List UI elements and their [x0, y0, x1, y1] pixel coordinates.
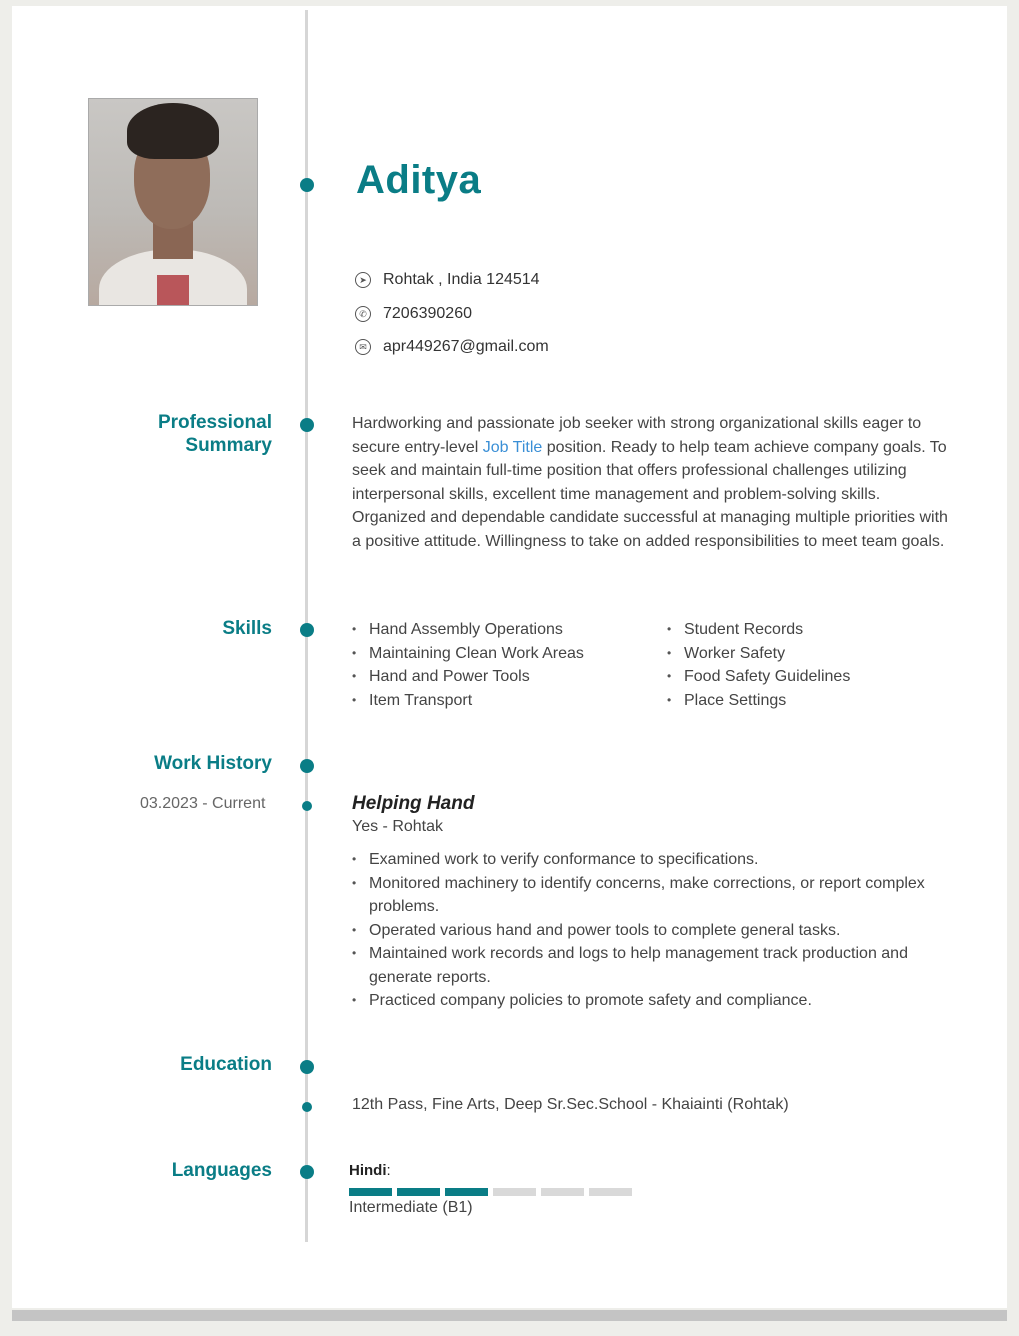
contact-email [355, 338, 549, 356]
job-date: 03.2023 - Current [140, 795, 266, 812]
phone-text: 7206390260 [383, 305, 472, 322]
job-company: Yes - Rohtak [352, 818, 444, 835]
skill-item: • Food Safety Guidelines [667, 665, 850, 689]
proficiency-segment [349, 1188, 392, 1196]
language-proficiency-bar [349, 1188, 632, 1196]
summary-paragraph: Hardworking and passionate job seeker with strong organizational skills eager to secure entry-level Job Title position. Ready to help team achieve company goals. To seek and maintain full-time position that offers professional challenges utilizing interpersonal skills, excellent time management and problem-solving skills. Organized and dependable candidate successful at managing multiple priorities with a positive attitude. Willingness to take on added responsibilities to meet team goals. [352, 415, 948, 550]
timeline-dot-job [302, 801, 312, 811]
timeline-dot-name [300, 178, 314, 192]
proficiency-segment [541, 1188, 584, 1196]
candidate-name: Aditya [356, 158, 482, 202]
section-heading-skills: Skills [222, 618, 272, 639]
timeline-dot-summary [300, 418, 314, 432]
job-title-link[interactable]: Job Title [482, 438, 543, 456]
timeline-dot-edu-item [302, 1102, 312, 1112]
duty-item: • Practiced company policies to promote safety and compliance. [352, 989, 952, 1013]
duty-item: • Monitored machinery to identify concerns, make corrections, or report complex problems. [352, 872, 952, 919]
skill-item: • Maintaining Clean Work Areas [352, 642, 584, 666]
job-title: Helping Hand [352, 793, 475, 814]
profile-photo [88, 98, 258, 306]
timeline-dot-education [300, 1060, 314, 1074]
skill-item: • Item Transport [352, 689, 584, 713]
page-bottom-edge [12, 1310, 1007, 1321]
skills-list-left [352, 618, 584, 712]
language-level: Intermediate (B1) [349, 1199, 473, 1216]
skill-item: • Student Records [667, 618, 850, 642]
section-heading-languages: Languages [171, 1160, 272, 1181]
location-arrow-icon: ➤ [355, 272, 371, 288]
duty-item: • Examined work to verify conformance to specifications. [352, 848, 952, 872]
proficiency-segment [445, 1188, 488, 1196]
phone-icon: ✆ [355, 306, 371, 322]
section-heading-summary: Professional Summary [157, 412, 272, 456]
proficiency-segment [493, 1188, 536, 1196]
timeline-dot-work [300, 759, 314, 773]
proficiency-segment [397, 1188, 440, 1196]
skill-item: • Hand Assembly Operations [352, 618, 584, 642]
email-text: apr449267@gmail.com [383, 338, 549, 355]
duty-item: • Operated various hand and power tools to complete general tasks. [352, 919, 952, 943]
section-heading-education: Education [180, 1054, 272, 1075]
language-name: Hindi: [349, 1162, 391, 1179]
address-text: Rohtak , India 124514 [383, 271, 540, 288]
section-heading-work: Work History [154, 753, 272, 774]
proficiency-segment [589, 1188, 632, 1196]
skill-item: • Worker Safety [667, 642, 850, 666]
skills-list-right [667, 618, 850, 712]
duty-item: • Maintained work records and logs to help management track production and generate reports. [352, 942, 952, 989]
skill-item: • Hand and Power Tools [352, 665, 584, 689]
job-duties [352, 848, 952, 1013]
timeline-dot-skills [300, 623, 314, 637]
skill-item: • Place Settings [667, 689, 850, 713]
education-entry: 12th Pass, Fine Arts, Deep Sr.Sec.School - Khaiainti (Rohtak) [352, 1096, 789, 1113]
contact-address [355, 271, 540, 289]
contact-phone [355, 305, 472, 323]
email-icon: ✉ [355, 339, 371, 355]
timeline-dot-languages [300, 1165, 314, 1179]
